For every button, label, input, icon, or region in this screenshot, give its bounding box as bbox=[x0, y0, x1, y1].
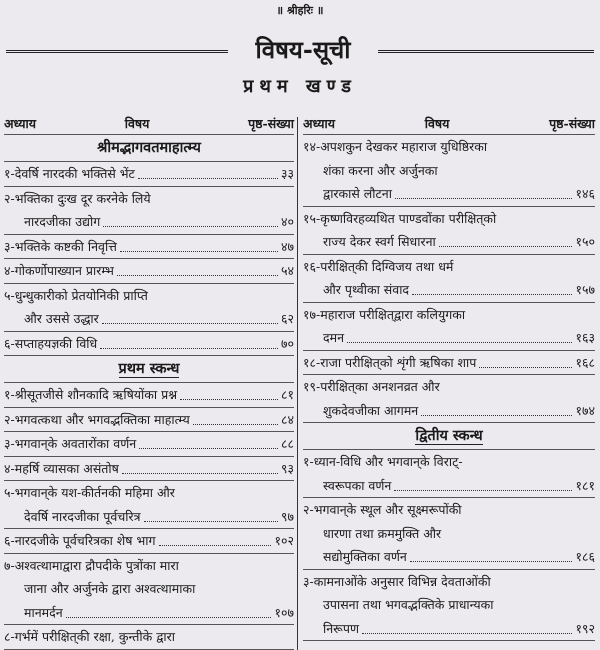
leader-dots bbox=[144, 511, 278, 522]
leader-dots bbox=[100, 338, 278, 349]
header-subject: विषय bbox=[424, 116, 450, 131]
toc-entry-text: दमन bbox=[323, 330, 345, 345]
page-number: ६२ bbox=[280, 311, 294, 326]
toc-entry-line bbox=[303, 545, 595, 569]
page-number: १०७ bbox=[274, 604, 294, 620]
page-number: ५४ bbox=[280, 263, 294, 278]
column-header bbox=[4, 114, 294, 134]
toc-entry-line bbox=[303, 278, 595, 302]
toc-entry-line bbox=[4, 307, 294, 331]
toc-entry[interactable] bbox=[4, 187, 294, 234]
part-title: प्रथम खण्ड bbox=[243, 76, 357, 97]
toc-entry-text: ३-कामनाओंके अनुसार विभिन्न देवताओंकी bbox=[303, 573, 491, 589]
toc-entry-text: देवर्षि नारदजीका पूर्वचरित्र bbox=[24, 508, 141, 524]
toc-entry-line bbox=[4, 481, 294, 505]
leader-dots bbox=[193, 414, 278, 425]
toc-entry-line bbox=[303, 375, 595, 399]
section-heading-text: प्रथम स्कन्ध bbox=[118, 360, 180, 377]
toc-entry-text: १७-महाराज परीक्षित्‌द्वारा कलियुगका bbox=[303, 306, 466, 322]
toc-entry-text: सद्योमुक्तिका वर्णन bbox=[323, 549, 407, 564]
page-number: १८१ bbox=[575, 477, 595, 493]
toc-entry-line bbox=[4, 383, 294, 407]
toc-entry-text: २-भगवत्कथा और भगवद्भक्तिका माहात्म्य bbox=[4, 411, 190, 427]
leader-dots bbox=[120, 241, 278, 252]
toc-entry-line bbox=[303, 207, 595, 231]
toc-entry-text: १-ध्यान-विधि और भगवान्‌के विराट्- bbox=[303, 454, 463, 469]
leader-dots bbox=[395, 188, 572, 199]
column-header bbox=[303, 114, 595, 134]
toc-entry[interactable] bbox=[4, 332, 294, 356]
page-number: १७४ bbox=[575, 402, 595, 418]
leader-dots bbox=[159, 535, 272, 546]
entry-rule bbox=[4, 649, 294, 650]
toc-entry-text: जाना और अर्जुनके द्वारा अश्वत्थामाका bbox=[24, 581, 196, 596]
toc-entry-line bbox=[303, 498, 595, 522]
toc-entry-text: १५-कृष्णविरहव्यथित पाण्डवोंका परीक्षित्‌को bbox=[303, 210, 497, 226]
toc-entry-line bbox=[4, 210, 294, 234]
leader-dots bbox=[122, 463, 278, 474]
toc-entry-line bbox=[4, 601, 294, 625]
toc-entry-text: ६-सप्ताहयज्ञकी विधि bbox=[4, 335, 98, 351]
leader-dots bbox=[479, 357, 572, 368]
toc-entry[interactable] bbox=[303, 351, 595, 375]
toc-entry-text: राज्य देकर स्वर्ग सिधारना bbox=[323, 234, 436, 249]
leader-dots bbox=[66, 607, 272, 618]
page-number: ४० bbox=[280, 214, 294, 229]
leader-dots bbox=[439, 236, 573, 247]
toc-entry-text: १-देवर्षि नारदकी भक्तिसे भेंट bbox=[4, 166, 135, 181]
toc-entry-line bbox=[303, 474, 595, 498]
toc-entry[interactable] bbox=[4, 162, 294, 186]
header-page: पृष्ठ-संख्या bbox=[248, 116, 294, 131]
toc-entry-line bbox=[303, 135, 595, 159]
page-number: १५७ bbox=[575, 282, 595, 297]
toc-entry-line bbox=[303, 570, 595, 594]
leader-dots bbox=[138, 168, 278, 179]
toc-entry-line bbox=[4, 577, 294, 601]
section-heading bbox=[4, 356, 294, 382]
toc-entry-text: निरूपण bbox=[323, 620, 360, 636]
toc-entry-text: धारणा तथा क्रममुक्ति और bbox=[323, 525, 442, 541]
toc-entry[interactable] bbox=[303, 375, 595, 422]
toc-entry-text: स्वरूपका वर्णन bbox=[323, 477, 392, 493]
toc-entry-text: १६-परीक्षित्‌की दिग्विजय तथा धर्म bbox=[303, 258, 454, 274]
toc-entry-text: ३-भगवान्‌के अवतारोंका वर्णन bbox=[4, 436, 137, 451]
leader-dots bbox=[347, 332, 572, 343]
page-number: ९७ bbox=[280, 508, 294, 524]
toc-entry-text: १९-परीक्षित्‌का अनशनव्रत और bbox=[303, 379, 440, 394]
toc-entry[interactable] bbox=[4, 408, 294, 432]
toc-entry-line bbox=[4, 332, 294, 356]
toc-entry-line bbox=[303, 159, 595, 183]
page-title: विषय-सूची bbox=[255, 35, 351, 64]
toc-entry-text: ४-गोकर्णोपाख्यान प्रारम्भ bbox=[4, 263, 114, 278]
toc-entry-line bbox=[4, 187, 294, 211]
toc-entry-line bbox=[303, 303, 595, 327]
page-number: १०२ bbox=[274, 533, 294, 548]
page-number: ७० bbox=[280, 335, 294, 351]
toc-entry-line bbox=[4, 259, 294, 283]
page-number: १५० bbox=[575, 234, 595, 249]
toc-entry-text: ८-गर्भमें परीक्षित्‌की रक्षा, कुन्तीके द्वारा bbox=[4, 629, 176, 644]
section-heading-text: श्रीमद्भागवतमाहात्म्य bbox=[97, 139, 201, 156]
section-heading bbox=[303, 423, 595, 449]
header-subject: विषय bbox=[124, 116, 150, 131]
page-number: ३३ bbox=[280, 166, 294, 181]
toc-entry-line bbox=[303, 326, 595, 350]
toc-column-right bbox=[303, 114, 595, 641]
toc-entry-text: ४-महर्षि व्यासका असंतोष bbox=[4, 460, 119, 476]
toc-entry[interactable] bbox=[4, 481, 294, 528]
toc-entry-text: २-भक्तिका दुःख दूर करनेके लिये bbox=[4, 190, 151, 206]
toc-entry-line bbox=[303, 522, 595, 546]
toc-entry-text: ३-भक्तिके कष्टकी निवृत्ति bbox=[4, 238, 117, 254]
toc-entry-line bbox=[303, 182, 595, 206]
toc-entry-line bbox=[4, 529, 294, 553]
title-rule-right bbox=[378, 50, 594, 53]
header-page: पृष्ठ-संख्या bbox=[549, 116, 595, 131]
leader-dots bbox=[180, 389, 278, 400]
toc-entry-line bbox=[4, 162, 294, 186]
leader-dots bbox=[102, 313, 278, 324]
page-number: १९२ bbox=[575, 620, 595, 636]
page-number: ८८ bbox=[280, 436, 294, 451]
toc-entry-text: १८-राजा परीक्षित्‌को शृंगी ऋषिका शाप bbox=[303, 354, 477, 370]
toc-entry[interactable] bbox=[303, 303, 595, 350]
top-invocation: ॥ श्रीहरिः ॥ bbox=[276, 4, 324, 17]
toc-entry[interactable] bbox=[4, 259, 294, 283]
leader-dots bbox=[410, 551, 573, 562]
toc-entry-line bbox=[303, 593, 595, 617]
toc-entry-line bbox=[303, 617, 595, 641]
page-number: १४६ bbox=[575, 186, 595, 201]
toc-entry-text: मानमर्दन bbox=[24, 604, 63, 620]
toc-entry-line bbox=[4, 235, 294, 259]
toc-entry-text: ५-धुन्धुकारीको प्रेतयोनिकी प्राप्ति bbox=[4, 287, 148, 303]
toc-entry-text: १४-अपशकुन देखकर महाराज युधिष्ठिरका bbox=[303, 139, 488, 154]
toc-entry[interactable] bbox=[303, 570, 595, 641]
toc-entry-text: उपासना तथा भगवद्भक्तिके प्राधान्यका bbox=[323, 597, 494, 612]
toc-entry-text: २-भगवान्‌के स्थूल और सूक्ष्मरूपोंकी bbox=[303, 502, 462, 517]
leader-dots bbox=[394, 480, 572, 491]
leader-dots bbox=[362, 623, 572, 634]
toc-entry[interactable] bbox=[4, 625, 294, 649]
toc-entry[interactable] bbox=[4, 554, 294, 625]
toc-entry[interactable] bbox=[303, 498, 595, 569]
toc-entry-line bbox=[303, 450, 595, 474]
toc-entry-text: नारदजीका उद्योग bbox=[24, 214, 101, 229]
toc-entry-text: ७-अश्वत्थामाद्वारा द्रौपदीके पुत्रोंका मारा bbox=[4, 557, 179, 573]
toc-entry-text: ५-भगवान्‌के यश-कीर्तनकी महिमा और bbox=[4, 485, 175, 500]
toc-entry[interactable] bbox=[4, 432, 294, 456]
leader-dots bbox=[117, 265, 278, 276]
toc-entry-line bbox=[303, 255, 595, 279]
toc-entry-line bbox=[4, 432, 294, 456]
title-rule-left bbox=[6, 50, 228, 53]
toc-entry-line bbox=[303, 230, 595, 254]
page-number: ४७ bbox=[280, 238, 294, 254]
section-heading-text: द्वितीय स्कन्ध bbox=[415, 427, 483, 444]
toc-entry[interactable] bbox=[303, 207, 595, 254]
leader-dots bbox=[103, 216, 278, 227]
toc-entry[interactable] bbox=[4, 383, 294, 407]
toc-entry-text: शंका करना और अर्जुनका bbox=[323, 162, 438, 178]
page-number: १६८ bbox=[575, 354, 595, 370]
toc-entry-line bbox=[4, 457, 294, 481]
page-number: १८६ bbox=[575, 549, 595, 564]
toc-column-left bbox=[4, 114, 294, 650]
toc-entry-line bbox=[4, 625, 294, 649]
entry-rule bbox=[303, 640, 595, 641]
toc-entry-line bbox=[4, 505, 294, 529]
page-number: १६३ bbox=[575, 330, 595, 345]
toc-entry-line bbox=[4, 284, 294, 308]
toc-entry-text: और पृथ्वीका संवाद bbox=[323, 282, 410, 297]
page-number: ८१ bbox=[280, 387, 294, 402]
leader-dots bbox=[421, 405, 572, 416]
toc-entry-line bbox=[4, 408, 294, 432]
toc-entry[interactable] bbox=[4, 529, 294, 553]
toc-entry[interactable] bbox=[4, 457, 294, 481]
toc-entry-text: द्वारकासे लौटना bbox=[323, 186, 392, 201]
section-heading bbox=[4, 135, 294, 161]
leader-dots bbox=[139, 438, 278, 449]
toc-entry-text: और उससे उद्धार bbox=[24, 311, 99, 326]
leader-dots bbox=[412, 284, 572, 295]
toc-entry-line bbox=[4, 554, 294, 578]
toc-entry[interactable] bbox=[303, 450, 595, 497]
toc-entry-text: शुकदेवजीका आगमन bbox=[323, 402, 419, 418]
toc-entry-line bbox=[303, 399, 595, 423]
toc-entry[interactable] bbox=[4, 235, 294, 259]
toc-entry-text: ६-नारदजीके पूर्वचरित्रका शेष भाग bbox=[4, 533, 156, 548]
column-divider bbox=[297, 117, 298, 650]
toc-entry[interactable] bbox=[4, 284, 294, 331]
header-chapter: अध्याय bbox=[303, 116, 335, 131]
toc-entry-text: १-श्रीसूतजीसे शौनकादि ऋषियोंका प्रश्न bbox=[4, 387, 178, 402]
page-number: ८४ bbox=[280, 411, 294, 427]
page-number: ९३ bbox=[280, 460, 294, 476]
toc-entry-line bbox=[303, 351, 595, 375]
toc-entry[interactable] bbox=[303, 255, 595, 302]
header-chapter: अध्याय bbox=[4, 116, 36, 131]
toc-entry[interactable] bbox=[303, 135, 595, 206]
